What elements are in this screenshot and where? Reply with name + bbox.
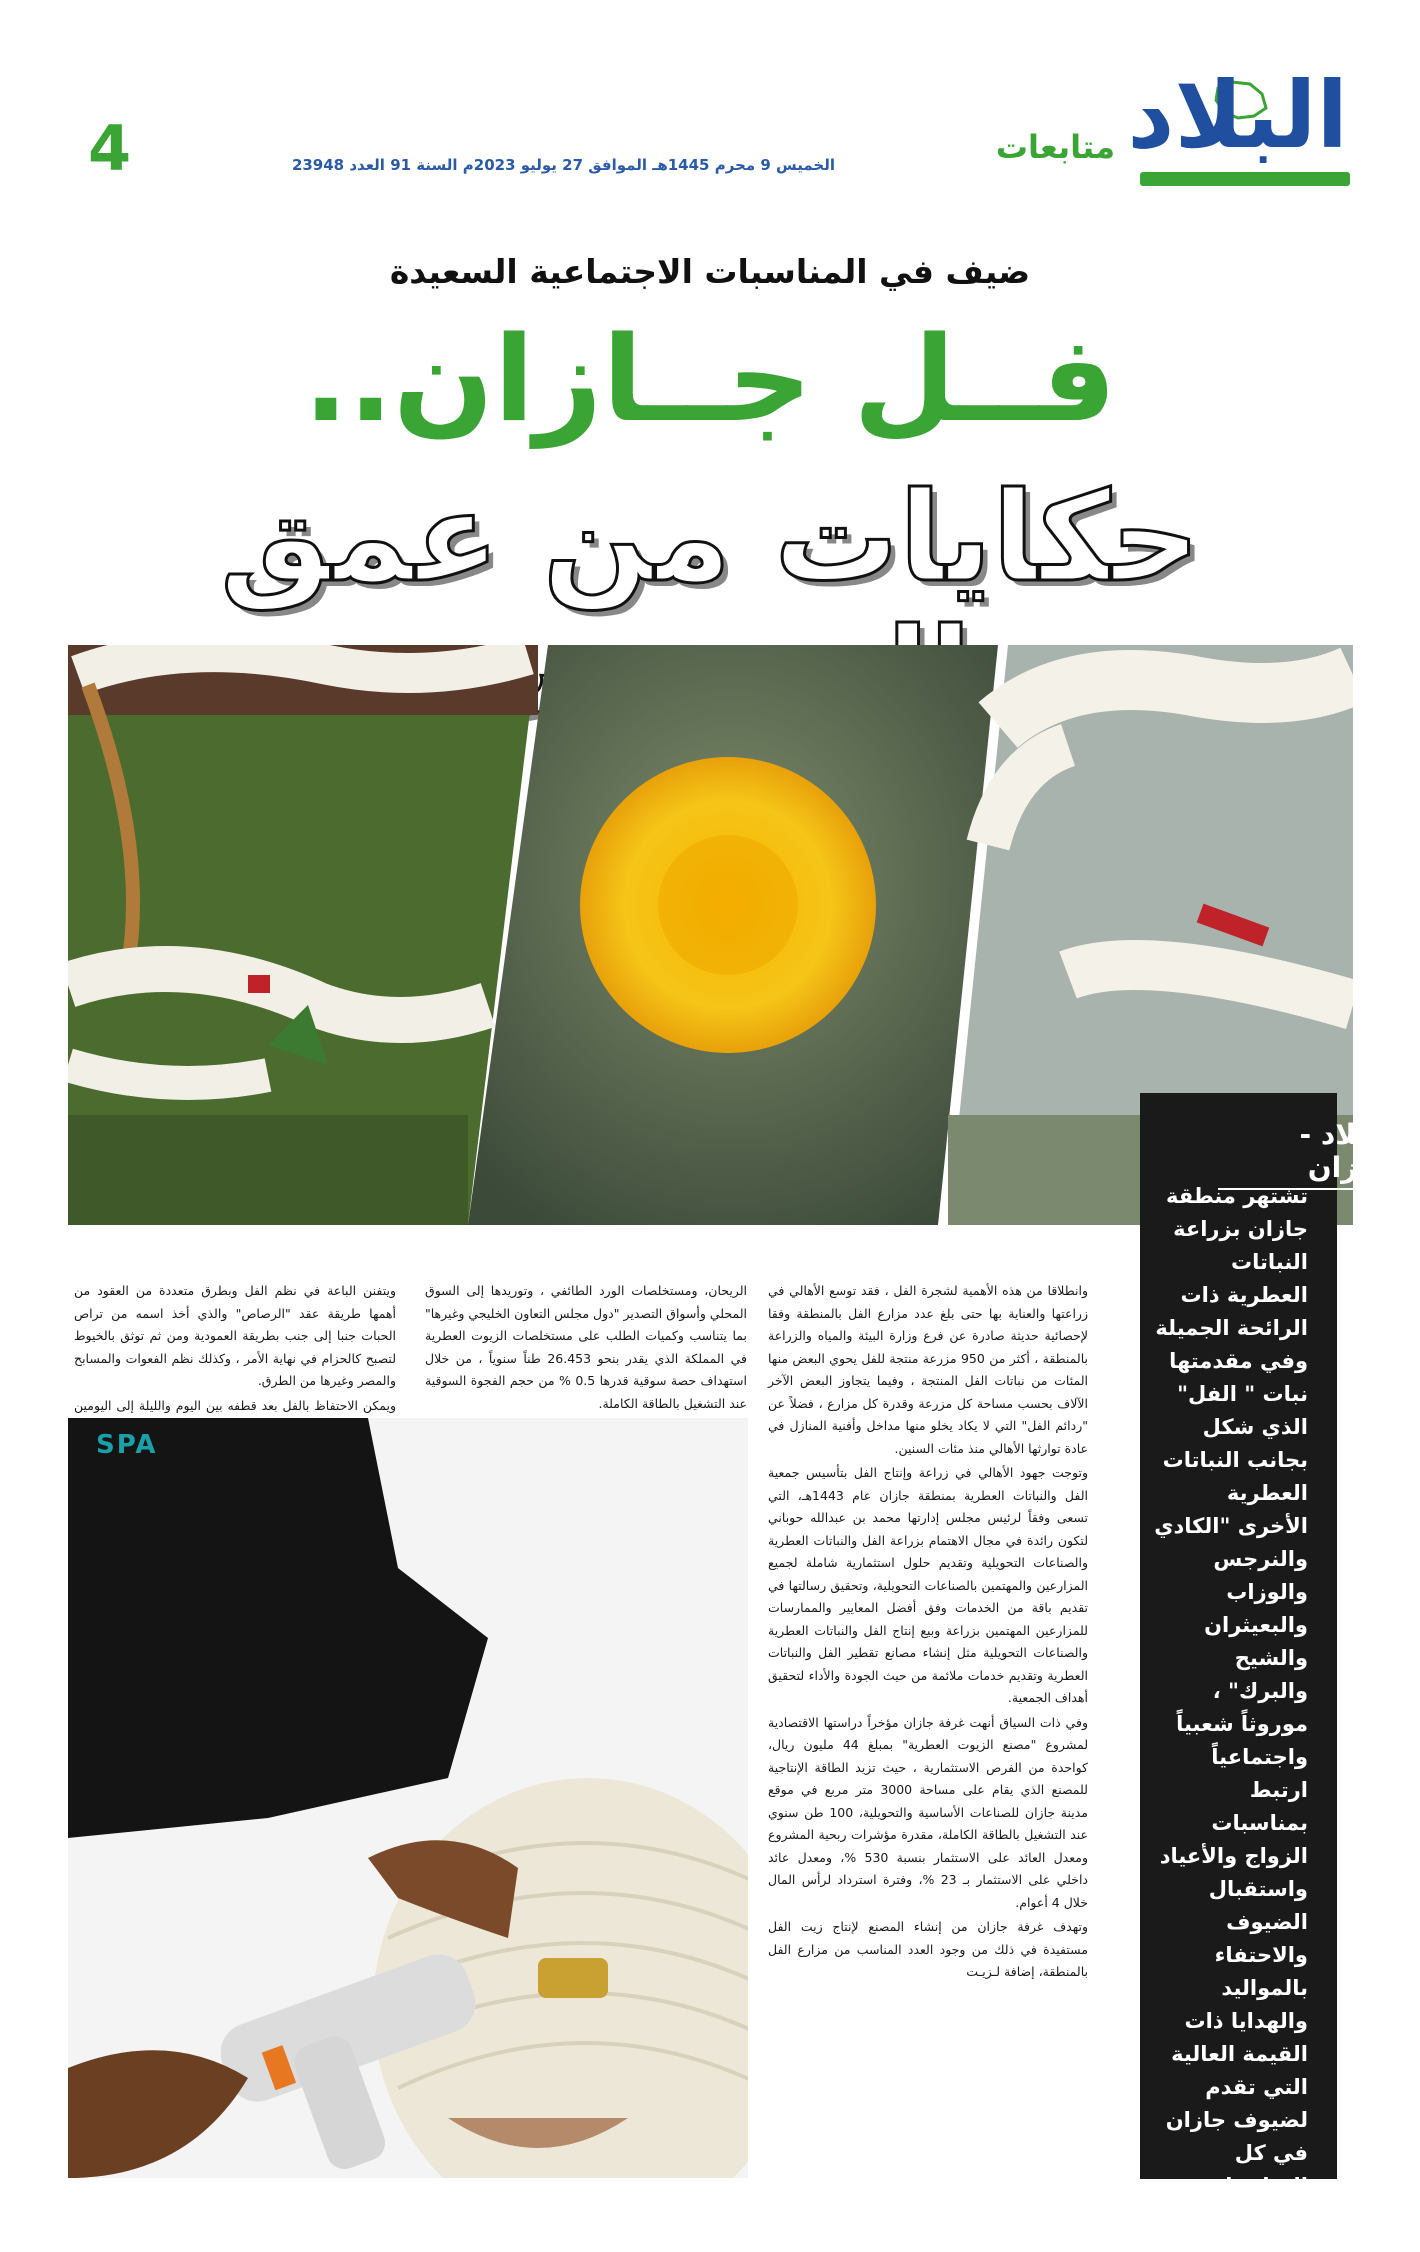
page-number: 4 [88,112,132,185]
paragraph: وتهدف غرفة جازان من إنشاء المصنع لإنتاج زيت الفل مستفيدة في ذلك من وجود العدد المناسب من مزارع الفل بالمنطقة، إضافة لـزيـت [768,1919,1088,1979]
kicker-headline: ضيف في المناسبات الاجتماعية السعيدة [389,252,1031,291]
photo-credit-mark: SPA [96,1430,158,1460]
main-headline: فــل جــازان.. [303,310,1117,448]
sidebar-lead-text: تشتهر منطقة جازان بزراعة النباتات العطرية ذات الرائحة الجميلة وفي مقدمتها نبات " الفل" الذي شكل بجانب النباتات العطرية الأخرى "الكادي والنرجس والوزاب والبعيثران والشيح والبرك" ، موروثاً شعبياً واجتماعياً ارتبط بمناسبات الزواج والأعياد واستقبال الضيوف والاحتفاء بالمواليد والهدايا ذات القيمة العالية التي تقدم لضيوف جازان في كل المناسبات. [1154,1184,1308,2198]
main-photo-jasmine-headdress [68,1418,748,2178]
paragraph: الريحان، ومستخلصات الورد الطائفي ، وتوريدها إلى السوق المحلي وأسواق التصدير "دول مجلس التعاون الخليجي وغيرها" بما يتناسب وكميات الطلب على مستخلصات الزيوت العطرية في المملكة الذي يقدر بنحو 26.453 طناً سنوياً ، من خلال استهداف حصة سوقية قدرها 0.5 % من حجم الفجوة السوقية عند التشغيل بالطاقة الكاملة. [425,1283,748,1411]
paragraph: وانطلاقا من هذه الأهمية لشجرة الفل ، فقد توسع الأهالي في زراعتها والعناية بها حتى بلغ عدد مزارع الفل بالمنطقة وفقا لإحصائية حديثة صادرة عن فرع وزارة البيئة والمياه والزراعة بالمنطقة ، أكثر من 950 مزرعة منتجة للفل يحوي البعض منها المئات من نباتات الفل المنتجة ، وفيما يتجاوز البعض الآخر الآلاف بحسب مساحة كل مزرعة وقدرة كل مزارع ، فضلاً عن "ردائم الفل" التي لا يكاد يخلو منها مداخل وأفنية المنازل في عادة توارثها الأهالي منذ مئات السنين. [768,1283,1089,1456]
sidebar-byline: البلاد - جازان [1218,1118,1388,1190]
paragraph: ويتفنن الباعة في نظم الفل وبطرق متعددة من العقود من أهمها طريقة عقد "الرصاص" والذي أخذ اسمه من تراص الحبات جنبا إلى جنب بطريقة العمودية ومن ثم توثق بالخيوط لتصبح كالحزام في نهاية الأمر ، وكذلك نظم الفعوات والمسابح والمصر وغيرها من الطرق. [74,1283,396,1388]
photo-herbs-garland [68,645,538,1225]
article-column-right [768,1280,1088,1986]
dateline: الخميس 9 محرم 1445هـ الموافق 27 يوليو 2023م السنة 91 العدد 23948 [291,156,835,174]
paragraph: ويمكن الاحتفاظ بالفل بعد قطفه بين اليوم والليلة إلى اليومين [74,1397,396,1413]
logo-underline [1140,172,1350,186]
photo-marigold [468,645,998,1225]
section-title: متابعات [995,128,1115,166]
paragraph: وتوجت جهود الأهالي في زراعة وإنتاج الفل بتأسيس جمعية الفل والنباتات العطرية بمنطقة جازان عام 1443هـ، التي تسعى وفقاً لرئيس مجلس إدارتها محمد بن عبدالله حوباني لتكون رائدة في مجال الاهتمام بزراعة الفل والنباتات العطرية والصناعات التحويلية وتقديم حلول استثمارية شاملة لجميع المزارعين والمهتمين بالصناعات التحويلية، وتحقيق رسالتها في تقديم باقة من الخدمات وفق أفضل المعايير والممارسات للمزارعين المهتمين بزراعة وبيع إنتاج الفل والنباتات العطرية والصناعات التحويلية مثل إنشاء مصانع تقطير الفل والنباتات العطرية وتقديم خدمات ملائمة من حيث الجودة والأداء لتحقيق أهداف الجمعية. [768,1465,1088,1705]
paragraph: وفي ذات السياق أنهت غرفة جازان مؤخراً دراستها الاقتصادية لمشروع "مصنع الزيوت العطرية" بمبلغ 44 مليون ريال، كواحدة من الفرص الاستثمارية ، حيث تزيد الطاقة الإنتاجية للمصنع الذي يقام على مساحة 3000 متر مربع في موقع مدينة جازان للصناعات الأساسية والتحويلية، 100 طن سنوي عند التشغيل بالطاقة الكاملة، مقدرة مؤشرات ربحية المشروع ومعدل العائد على الاستثمار بنسبة 530 %، ومعدل عائد داخلي على الاستثمار بـ 23 %، وفترة استرداد لرأس المال خلال 4 أعوام. [768,1714,1089,1910]
newspaper-logo[interactable]: البلاد [1127,62,1348,169]
secondary-headline: حكايات من عمق [219,466,1201,610]
